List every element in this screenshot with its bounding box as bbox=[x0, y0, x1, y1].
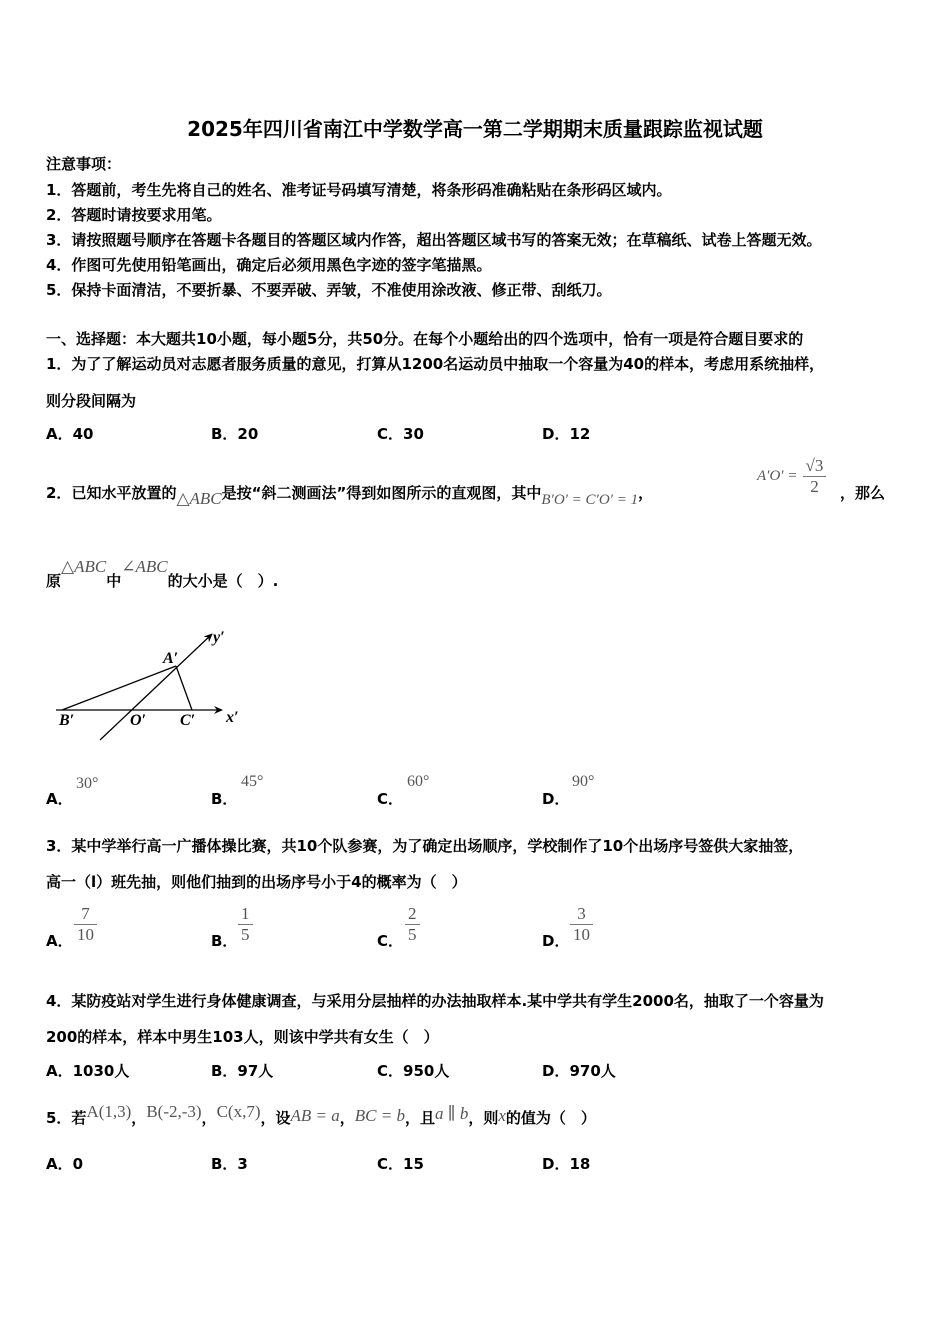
q2-math-ao bbox=[757, 456, 826, 497]
note-item: 4．作图可先使用铅笔画出，确定后必须用黑色字迹的签字笔描黑。 bbox=[46, 256, 492, 274]
segment-ac bbox=[176, 666, 192, 710]
q2-figure bbox=[50, 622, 250, 747]
q3-option-c-letter: C． bbox=[377, 932, 404, 950]
q2-option-b-value: 45° bbox=[241, 773, 264, 790]
q2-text-line1 bbox=[46, 482, 654, 508]
q3-option-c-fraction bbox=[405, 904, 420, 945]
q5-text: ，且 bbox=[404, 1109, 435, 1127]
q2-text: 的大小是（ ）. bbox=[167, 572, 279, 590]
q2-text: ， bbox=[638, 484, 654, 502]
q5-parallel: a ∥ b bbox=[434, 1104, 469, 1123]
q2-math-ao-label: A′O′ = bbox=[757, 468, 798, 484]
q3-option-d-letter: D． bbox=[542, 932, 570, 950]
point-label-b: B′ bbox=[59, 712, 75, 729]
frac-num: √3 bbox=[805, 456, 824, 475]
q5-point-a: A(1,3) bbox=[86, 1102, 132, 1121]
page-title: 2025年四川省南江中学数学高一第二学期期末质量跟踪监视试题 bbox=[187, 117, 763, 141]
q4-text-line2: 200的样本，样本中男生103人，则该中学共有女生（ ） bbox=[46, 1028, 439, 1046]
q3-option-a-fraction bbox=[74, 904, 97, 945]
q2-number: 2． bbox=[46, 484, 72, 502]
note-item: 2．答题时请按要求用笔。 bbox=[46, 206, 222, 224]
q3-text-line1: 3．某中学举行高一广播体操比赛，共10个队参赛，为了确定出场顺序，学校制作了10个出场序号签供大家抽签， bbox=[46, 837, 804, 855]
q5-sep: ， bbox=[201, 1109, 217, 1127]
point-label-o: O′ bbox=[130, 712, 147, 729]
note-item: 5．保持卡面清洁，不要折暴、不要弄破、弄皱，不准使用涂改液、修正带、刮纸刀。 bbox=[46, 281, 612, 299]
axis-label-y: y′ bbox=[213, 629, 225, 646]
q2-option-a-value: 30° bbox=[76, 775, 99, 792]
q2-fraction bbox=[803, 456, 827, 497]
q1-option-d: D．12 bbox=[542, 425, 591, 443]
note-item: 1．答题前，考生先将自己的姓名、准考证号码填写清楚，将条形码准确粘贴在条形码区域内。 bbox=[46, 181, 672, 199]
q2-option-c-letter: C． bbox=[377, 790, 404, 808]
q2-option-b-letter: B． bbox=[211, 790, 238, 808]
frac-num: 1 bbox=[241, 904, 250, 923]
q2-text: 原 bbox=[46, 572, 62, 590]
q4-option-c: C．950人 bbox=[377, 1062, 450, 1080]
segment-ba bbox=[62, 666, 176, 710]
q1-option-a: A．40 bbox=[46, 425, 94, 443]
frac-num: 7 bbox=[81, 904, 90, 923]
q5-text-line bbox=[46, 1102, 596, 1128]
section-heading: 一、选择题：本大题共10小题，每小题5分，共50分。在每个小题给出的四个选项中，恰有一项是符合题目要求的 bbox=[46, 330, 804, 348]
q3-text-line2: 高一（l）班先抽，则他们抽到的出场序号小于4的概率为（ ） bbox=[46, 873, 467, 891]
q2-math-triangle: △ABC bbox=[176, 489, 222, 508]
frac-den: 10 bbox=[74, 924, 97, 945]
frac-den: 5 bbox=[405, 924, 420, 945]
q1-text-line2: 则分段间隔为 bbox=[46, 392, 137, 410]
q5-text: 的值为（ ） bbox=[505, 1109, 596, 1127]
q2-option-d-value: 90° bbox=[572, 773, 595, 790]
y-axis-line bbox=[100, 634, 212, 740]
q3-option-b-letter: B． bbox=[211, 932, 238, 950]
frac-den: 2 bbox=[803, 476, 827, 497]
q4-option-d: D．970人 bbox=[542, 1062, 616, 1080]
q1-text-line1: 1．为了了解运动员对志愿者服务质量的意见，打算从1200名运动员中抽取一个容量为40的样本，考虑用系统抽样， bbox=[46, 355, 825, 373]
notes-heading: 注意事项： bbox=[46, 155, 122, 173]
q2-option-d-letter: D． bbox=[542, 790, 570, 808]
q5-text: ，则 bbox=[468, 1109, 499, 1127]
frac-den: 10 bbox=[570, 924, 593, 945]
q5-point-b: B(-2,-3) bbox=[146, 1102, 202, 1121]
q5-vector-ab: AB = a bbox=[290, 1106, 340, 1125]
axis-label-x: x′ bbox=[226, 709, 239, 726]
q2-math-triangle: △ABC bbox=[61, 557, 107, 576]
q2-text: 中 bbox=[106, 572, 122, 590]
q2-option-c-value: 60° bbox=[407, 773, 430, 790]
point-label-c: C′ bbox=[180, 712, 196, 729]
q2-option-a-letter: A． bbox=[46, 790, 73, 808]
q5-number: 5．若 bbox=[46, 1109, 87, 1127]
q1-option-c: C．30 bbox=[377, 425, 424, 443]
q5-vector-bc: BC = b bbox=[354, 1106, 405, 1125]
note-item: 3．请按照题号顺序在答题卡各题目的答题区域内作答，超出答题区域书写的答案无效；在草稿纸、试卷上答题无效。 bbox=[46, 231, 822, 249]
q5-sep: ， bbox=[339, 1109, 355, 1127]
q4-option-a: A．1030人 bbox=[46, 1062, 130, 1080]
q3-option-d-fraction bbox=[570, 904, 593, 945]
q2-text-line2 bbox=[46, 557, 279, 591]
q5-option-a: A．0 bbox=[46, 1155, 84, 1173]
q5-option-b: B．3 bbox=[211, 1155, 248, 1173]
q2-math-lengths: B′O′ = C′O′ = 1 bbox=[541, 492, 639, 508]
q3-option-b-fraction bbox=[238, 904, 253, 945]
q5-sep: ， bbox=[131, 1109, 147, 1127]
q2-text: 已知水平放置的 bbox=[71, 484, 177, 502]
q4-option-b: B．97人 bbox=[211, 1062, 274, 1080]
q5-option-d: D．18 bbox=[542, 1155, 591, 1173]
q2-text: 是按“斜二测画法”得到如图所示的直观图，其中 bbox=[221, 484, 542, 502]
q4-text-line1: 4．某防疫站对学生进行身体健康调查，与采用分层抽样的办法抽取样本.某中学共有学生2000名，抽取了一个容量为 bbox=[46, 992, 824, 1010]
q1-option-b: B．20 bbox=[211, 425, 259, 443]
q2-text: ，那么 bbox=[840, 484, 886, 502]
q2-math-angle: ∠ABC bbox=[121, 557, 168, 576]
q5-point-c: C(x,7) bbox=[216, 1102, 261, 1121]
q5-option-c: C．15 bbox=[377, 1155, 424, 1173]
frac-num: 2 bbox=[408, 904, 417, 923]
q3-option-a-letter: A． bbox=[46, 932, 73, 950]
frac-num: 3 bbox=[577, 904, 586, 923]
q5-var-x: x bbox=[498, 1106, 506, 1125]
frac-den: 5 bbox=[238, 924, 253, 945]
q5-text: ，设 bbox=[260, 1109, 291, 1127]
point-label-a: A′ bbox=[163, 650, 179, 667]
